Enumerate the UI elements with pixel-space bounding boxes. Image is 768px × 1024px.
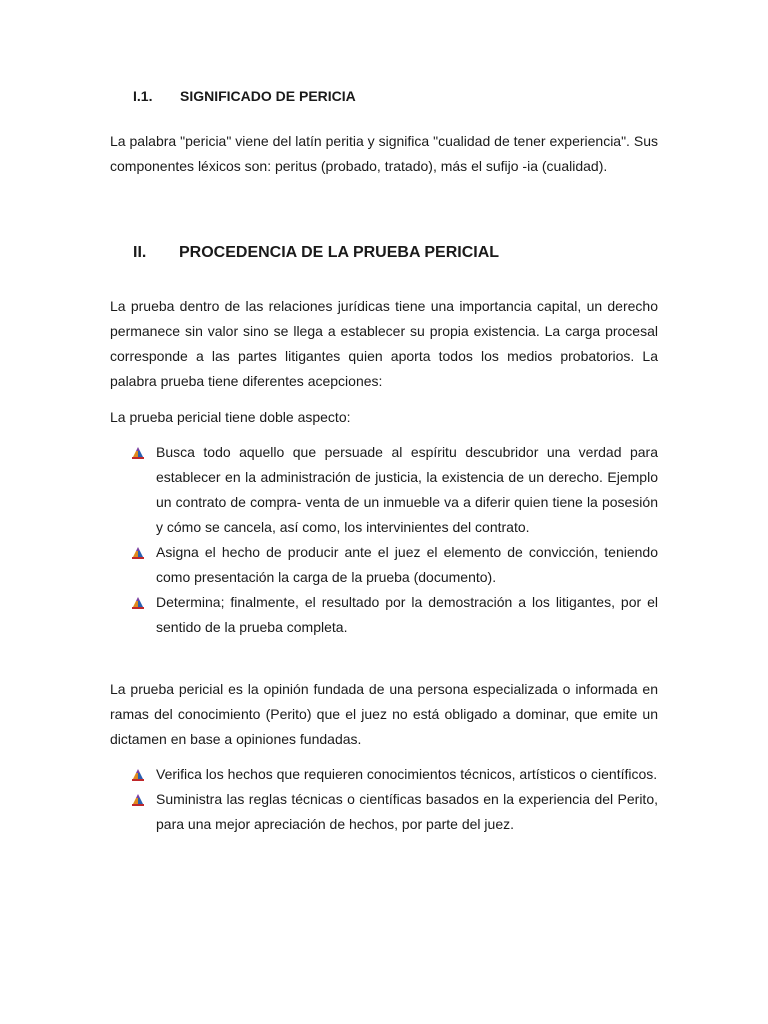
bullet-text: Determina; finalmente, el resultado por la demostración a los litigantes, por el sentido de la prueba completa. — [156, 594, 658, 635]
arrow-bullet-icon — [132, 762, 156, 787]
paragraph-prueba-pericial-opinion: La prueba pericial es la opinión fundada de una persona especializada o informada en ramas del conocimiento (Perito) que el juez no está obligado a dominar, que emite un dictamen en base a opiniones fundadas. — [110, 681, 658, 747]
bullet-list-aspectos — [132, 440, 658, 640]
section-title: PROCEDENCIA DE LA PRUEBA PERICIAL — [179, 244, 500, 261]
bullet-item — [132, 590, 658, 640]
paragraph-doble-aspecto: La prueba pericial tiene doble aspecto: — [110, 409, 351, 425]
bullet-list-funciones — [132, 762, 658, 837]
arrow-bullet-icon — [132, 440, 156, 465]
bullet-item — [132, 540, 658, 590]
bullet-text: Asigna el hecho de producir ante el juez el elemento de convicción, teniendo como presentación la carga de la prueba (documento). — [156, 544, 658, 585]
bullet-text: Verifica los hechos que requieren conocimientos técnicos, artísticos o científicos. — [156, 766, 658, 782]
paragraph-prueba-importancia: La prueba dentro de las relaciones jurídicas tiene una importancia capital, un derecho permanece sin valor sino se llega a establecer su propia existencia. La carga procesal corresponde a las partes litigantes quien aporta todos los medios probatorios. La palabra prueba tiene diferentes acepciones: — [110, 298, 658, 389]
paragraph-pericia-definition: La palabra "pericia" viene del latín peritia y significa "cualidad de tener experiencia". Sus componentes léxicos son: peritus (probado, tratado), más el sufijo -ia (cualidad). — [110, 133, 658, 174]
bullet-text: Busca todo aquello que persuade al espíritu descubridor una verdad para establecer en la administración de justicia, la existencia de un derecho. Ejemplo un contrato de compra- venta de un inmueble va a diferir quien tiene la posesión y cómo se cancela, así como, los intervinientes del contrato. — [156, 444, 658, 535]
section-heading-significado — [133, 88, 356, 104]
section-number: I.1. — [133, 88, 153, 104]
bullet-item — [132, 787, 658, 837]
arrow-bullet-icon — [132, 787, 156, 812]
bullet-item — [132, 762, 658, 787]
section-number: II. — [133, 244, 147, 261]
bullet-item — [132, 440, 658, 540]
section-heading-procedencia — [133, 244, 499, 262]
section-title: SIGNIFICADO DE PERICIA — [180, 88, 356, 104]
arrow-bullet-icon — [132, 540, 156, 565]
bullet-text: Suministra las reglas técnicas o científicas basados en la experiencia del Perito, para una mejor apreciación de hechos, por parte del juez. — [156, 791, 658, 832]
arrow-bullet-icon — [132, 590, 156, 615]
